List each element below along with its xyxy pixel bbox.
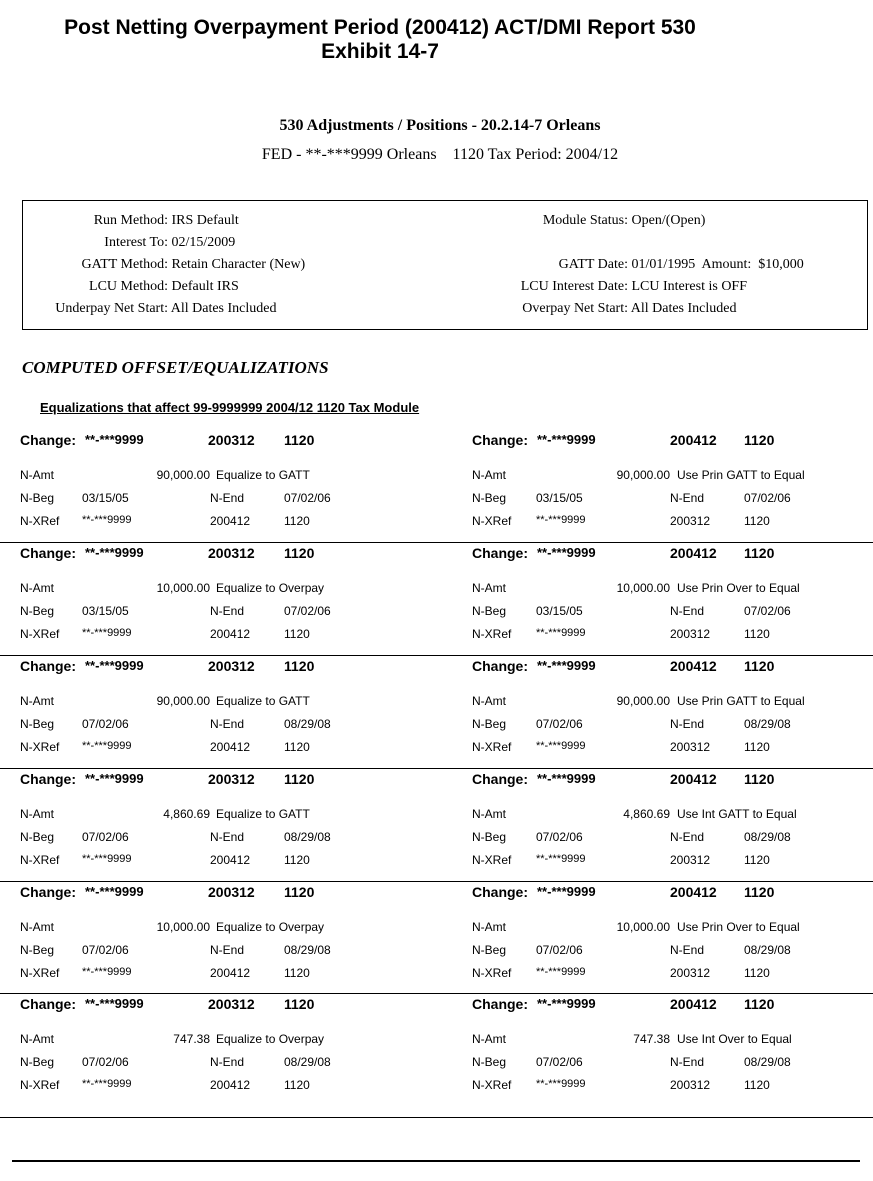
xref-form: 1120 <box>744 514 770 528</box>
begin-date: 03/15/05 <box>536 604 583 618</box>
change-form: 1120 <box>744 432 775 448</box>
end-date: 07/02/06 <box>744 491 791 505</box>
right-module-entry <box>472 882 873 993</box>
amount-label: N-Amt <box>20 920 54 934</box>
xref-form: 1120 <box>284 627 310 641</box>
overpay-net-start-label: Overpay Net Start: <box>522 301 628 316</box>
begin-label: N-Beg <box>472 717 507 731</box>
change-form: 1120 <box>284 658 315 674</box>
begin-date: 07/02/06 <box>536 943 583 957</box>
begin-date: 03/15/05 <box>82 604 129 618</box>
xref-period: 200412 <box>210 853 251 867</box>
lcu-method-value: Default IRS <box>171 279 239 294</box>
amount-label: N-Amt <box>20 468 54 482</box>
change-period: 200412 <box>670 432 717 448</box>
end-date: 07/02/06 <box>284 604 331 618</box>
end-date: 08/29/08 <box>284 943 331 957</box>
amount-value: 747.38 <box>633 1032 670 1046</box>
begin-date: 07/02/06 <box>82 1055 129 1069</box>
change-period: 200412 <box>670 884 717 900</box>
change-period: 200412 <box>670 658 717 674</box>
end-label: N-End <box>210 491 245 505</box>
amount-description: Equalize to Overpay <box>216 1032 325 1046</box>
amount-value: 90,000.00 <box>156 694 210 708</box>
right-module-entry <box>472 656 873 768</box>
xref-label: N-XRef <box>472 1078 512 1092</box>
begin-label: N-Beg <box>20 1055 55 1069</box>
change-ssn: **-***9999 <box>537 771 596 786</box>
xref-form: 1120 <box>744 740 770 754</box>
xref-ssn: **-***9999 <box>82 514 132 526</box>
change-ssn: **-***9999 <box>537 658 596 673</box>
page-bottom-divider <box>12 1160 860 1162</box>
right-module-entry <box>472 994 873 1117</box>
equalization-block <box>0 882 873 994</box>
xref-label: N-XRef <box>472 514 512 528</box>
end-label: N-End <box>670 830 705 844</box>
amount-label: N-Amt <box>472 807 506 821</box>
amount-label: N-Amt <box>472 468 506 482</box>
module-status-value: Open/(Open) <box>631 213 706 228</box>
change-period: 200312 <box>208 658 255 674</box>
underpay-net-start-row <box>23 301 276 317</box>
exhibit-title: Exhibit 14-7 <box>321 40 439 63</box>
change-ssn: **-***9999 <box>85 771 144 786</box>
end-date: 08/29/08 <box>284 830 331 844</box>
interest-to-label: Interest To: <box>104 235 168 250</box>
report-tax-period: FED - **-***9999 Orleans 1120 Tax Period: 2004/12 <box>261 146 619 163</box>
left-module-entry <box>20 430 450 542</box>
change-label: Change: <box>472 658 528 674</box>
xref-period: 200412 <box>210 740 251 754</box>
left-module-entry <box>20 543 450 655</box>
xref-ssn: **-***9999 <box>536 627 586 639</box>
section-title: COMPUTED OFFSET/EQUALIZATIONS <box>22 358 329 377</box>
change-ssn: **-***9999 <box>85 658 144 673</box>
run-method-row <box>23 213 239 229</box>
change-period: 200412 <box>670 545 717 561</box>
change-form: 1120 <box>744 771 775 787</box>
xref-form: 1120 <box>284 514 310 528</box>
xref-form: 1120 <box>284 853 310 867</box>
end-label: N-End <box>670 717 705 731</box>
lcu-interest-date-value: LCU Interest is OFF <box>631 279 747 294</box>
lcu-method-row <box>23 279 239 295</box>
left-module-entry <box>20 656 450 768</box>
end-label: N-End <box>210 943 245 957</box>
xref-ssn: **-***9999 <box>536 966 586 978</box>
end-date: 07/02/06 <box>744 604 791 618</box>
change-form: 1120 <box>744 658 775 674</box>
end-label: N-End <box>670 1055 705 1069</box>
end-label: N-End <box>210 1055 245 1069</box>
begin-date: 07/02/06 <box>536 830 583 844</box>
change-label: Change: <box>472 771 528 787</box>
change-form: 1120 <box>284 432 315 448</box>
amount-label: N-Amt <box>20 807 54 821</box>
module-status-row <box>433 213 705 229</box>
gatt-method-row <box>23 257 305 273</box>
amount-label: N-Amt <box>20 694 54 708</box>
xref-label: N-XRef <box>20 966 60 980</box>
end-date: 08/29/08 <box>744 717 791 731</box>
change-ssn: **-***9999 <box>537 884 596 899</box>
xref-ssn: **-***9999 <box>536 740 586 752</box>
begin-label: N-Beg <box>472 830 507 844</box>
overpay-net-start-value: All Dates Included <box>630 301 737 316</box>
amount-label: N-Amt <box>472 1032 506 1046</box>
begin-date: 07/02/06 <box>82 943 129 957</box>
xref-period: 200312 <box>670 1078 711 1092</box>
end-label: N-End <box>670 604 705 618</box>
lcu-interest-date-label: LCU Interest Date: <box>520 279 628 294</box>
change-period: 200312 <box>208 771 255 787</box>
amount-value: 10,000.00 <box>616 581 670 595</box>
begin-label: N-Beg <box>20 491 55 505</box>
amount-value: 10,000.00 <box>156 920 210 934</box>
xref-ssn: **-***9999 <box>82 740 132 752</box>
xref-form: 1120 <box>284 1078 310 1092</box>
xref-label: N-XRef <box>20 514 60 528</box>
interest-to-value: 02/15/2009 <box>171 235 236 250</box>
end-label: N-End <box>210 717 245 731</box>
change-period: 200412 <box>670 771 717 787</box>
begin-date: 03/15/05 <box>536 491 583 505</box>
end-date: 08/29/08 <box>744 943 791 957</box>
xref-label: N-XRef <box>472 966 512 980</box>
amount-description: Use Prin Over to Equal <box>677 581 800 595</box>
amount-value: 90,000.00 <box>156 468 210 482</box>
change-period: 200312 <box>208 545 255 561</box>
xref-period: 200412 <box>210 627 251 641</box>
xref-label: N-XRef <box>20 853 60 867</box>
change-ssn: **-***9999 <box>537 996 596 1011</box>
run-parameters-box <box>22 200 868 330</box>
gatt-method-label: GATT Method: <box>81 257 168 272</box>
change-form: 1120 <box>284 771 315 787</box>
change-ssn: **-***9999 <box>85 545 144 560</box>
equalization-block <box>0 543 873 656</box>
equalization-block <box>0 994 873 1118</box>
xref-period: 200312 <box>670 627 711 641</box>
end-date: 08/29/08 <box>284 1055 331 1069</box>
amount-value: 4,860.69 <box>163 807 210 821</box>
equalization-block <box>0 656 873 769</box>
amount-description: Use Prin GATT to Equal <box>677 468 805 482</box>
xref-ssn: **-***9999 <box>82 966 132 978</box>
xref-period: 200312 <box>670 966 711 980</box>
xref-ssn: **-***9999 <box>536 514 586 526</box>
amount-label: N-Amt <box>472 581 506 595</box>
lcu-method-label: LCU Method: <box>89 279 168 294</box>
amount-description: Equalize to Overpay <box>216 581 325 595</box>
change-period: 200412 <box>670 996 717 1012</box>
lcu-interest-date-row <box>433 279 747 295</box>
amount-label: N-Amt <box>472 694 506 708</box>
begin-label: N-Beg <box>472 943 507 957</box>
begin-date: 03/15/05 <box>82 491 129 505</box>
change-label: Change: <box>20 658 76 674</box>
report-title: Post Netting Overpayment Period (200412) ACT/DMI Report 530 <box>64 16 696 39</box>
equalization-block <box>0 430 873 543</box>
interest-to-row <box>23 235 235 251</box>
change-period: 200312 <box>208 884 255 900</box>
end-label: N-End <box>670 491 705 505</box>
change-ssn: **-***9999 <box>85 432 144 447</box>
xref-ssn: **-***9999 <box>82 853 132 865</box>
change-ssn: **-***9999 <box>85 884 144 899</box>
gatt-date-row <box>433 257 804 273</box>
change-label: Change: <box>472 884 528 900</box>
xref-form: 1120 <box>744 1078 770 1092</box>
begin-label: N-Beg <box>20 830 55 844</box>
begin-label: N-Beg <box>20 717 55 731</box>
change-form: 1120 <box>744 545 775 561</box>
report-subtitle: 530 Adjustments / Positions - 20.2.14-7 Orleans <box>279 117 601 134</box>
run-method-label: Run Method: <box>93 213 168 228</box>
xref-form: 1120 <box>744 627 770 641</box>
xref-ssn: **-***9999 <box>536 853 586 865</box>
change-label: Change: <box>20 771 76 787</box>
run-method-value: IRS Default <box>171 213 239 228</box>
begin-label: N-Beg <box>20 604 55 618</box>
change-label: Change: <box>20 996 76 1012</box>
amount-description: Equalize to Overpay <box>216 920 325 934</box>
amount-value: 10,000.00 <box>156 581 210 595</box>
change-ssn: **-***9999 <box>537 432 596 447</box>
xref-form: 1120 <box>284 966 310 980</box>
end-date: 08/29/08 <box>744 1055 791 1069</box>
xref-label: N-XRef <box>20 740 60 754</box>
change-label: Change: <box>20 545 76 561</box>
underpay-net-start-value: All Dates Included <box>170 301 277 316</box>
change-period: 200312 <box>208 432 255 448</box>
change-label: Change: <box>472 432 528 448</box>
amount-description: Equalize to GATT <box>216 468 310 482</box>
change-form: 1120 <box>284 996 315 1012</box>
xref-ssn: **-***9999 <box>82 1078 132 1090</box>
change-label: Change: <box>20 884 76 900</box>
change-label: Change: <box>20 432 76 448</box>
equalization-block <box>0 769 873 882</box>
begin-label: N-Beg <box>472 491 507 505</box>
amount-value: 10,000.00 <box>616 920 670 934</box>
change-period: 200312 <box>208 996 255 1012</box>
change-form: 1120 <box>284 545 315 561</box>
change-label: Change: <box>472 545 528 561</box>
xref-ssn: **-***9999 <box>82 627 132 639</box>
xref-ssn: **-***9999 <box>536 1078 586 1090</box>
change-ssn: **-***9999 <box>537 545 596 560</box>
amount-value: 4,860.69 <box>623 807 670 821</box>
left-module-entry <box>20 994 450 1117</box>
change-ssn: **-***9999 <box>85 996 144 1011</box>
end-date: 08/29/08 <box>284 717 331 731</box>
xref-form: 1120 <box>744 966 770 980</box>
end-label: N-End <box>210 604 245 618</box>
end-label: N-End <box>210 830 245 844</box>
end-date: 07/02/06 <box>284 491 331 505</box>
gatt-date-value: 01/01/1995 Amount: $10,000 <box>631 257 804 272</box>
left-module-entry <box>20 882 450 993</box>
xref-period: 200312 <box>670 853 711 867</box>
gatt-date-label: GATT Date: <box>558 257 628 272</box>
amount-description: Equalize to GATT <box>216 807 310 821</box>
xref-form: 1120 <box>744 853 770 867</box>
xref-period: 200412 <box>210 514 251 528</box>
xref-period: 200312 <box>670 514 711 528</box>
right-module-entry <box>472 430 873 542</box>
amount-value: 747.38 <box>173 1032 210 1046</box>
xref-period: 200412 <box>210 966 251 980</box>
amount-description: Equalize to GATT <box>216 694 310 708</box>
overpay-net-start-row <box>433 301 736 317</box>
xref-label: N-XRef <box>20 1078 60 1092</box>
xref-period: 200412 <box>210 1078 251 1092</box>
begin-date: 07/02/06 <box>82 717 129 731</box>
amount-label: N-Amt <box>20 581 54 595</box>
module-status-label: Module Status: <box>542 213 628 228</box>
change-form: 1120 <box>744 996 775 1012</box>
left-module-entry <box>20 769 450 881</box>
amount-description: Use Int GATT to Equal <box>677 807 797 821</box>
equalizations-heading: Equalizations that affect 99-9999999 2004/12 1120 Tax Module <box>40 400 420 415</box>
amount-value: 90,000.00 <box>616 694 670 708</box>
begin-date: 07/02/06 <box>82 830 129 844</box>
xref-period: 200312 <box>670 740 711 754</box>
amount-description: Use Prin GATT to Equal <box>677 694 805 708</box>
amount-description: Use Prin Over to Equal <box>677 920 800 934</box>
end-date: 08/29/08 <box>744 830 791 844</box>
right-module-entry <box>472 769 873 881</box>
begin-date: 07/02/06 <box>536 717 583 731</box>
right-module-entry <box>472 543 873 655</box>
amount-label: N-Amt <box>20 1032 54 1046</box>
xref-label: N-XRef <box>472 740 512 754</box>
begin-label: N-Beg <box>472 1055 507 1069</box>
xref-label: N-XRef <box>472 853 512 867</box>
xref-label: N-XRef <box>20 627 60 641</box>
gatt-method-value: Retain Character (New) <box>171 257 306 272</box>
begin-label: N-Beg <box>472 604 507 618</box>
amount-label: N-Amt <box>472 920 506 934</box>
underpay-net-start-label: Underpay Net Start: <box>55 301 168 316</box>
equalization-list <box>0 430 873 1118</box>
end-label: N-End <box>670 943 705 957</box>
amount-value: 90,000.00 <box>616 468 670 482</box>
begin-label: N-Beg <box>20 943 55 957</box>
xref-label: N-XRef <box>472 627 512 641</box>
amount-description: Use Int Over to Equal <box>677 1032 792 1046</box>
begin-date: 07/02/06 <box>536 1055 583 1069</box>
xref-form: 1120 <box>284 740 310 754</box>
change-label: Change: <box>472 996 528 1012</box>
change-form: 1120 <box>284 884 315 900</box>
change-form: 1120 <box>744 884 775 900</box>
